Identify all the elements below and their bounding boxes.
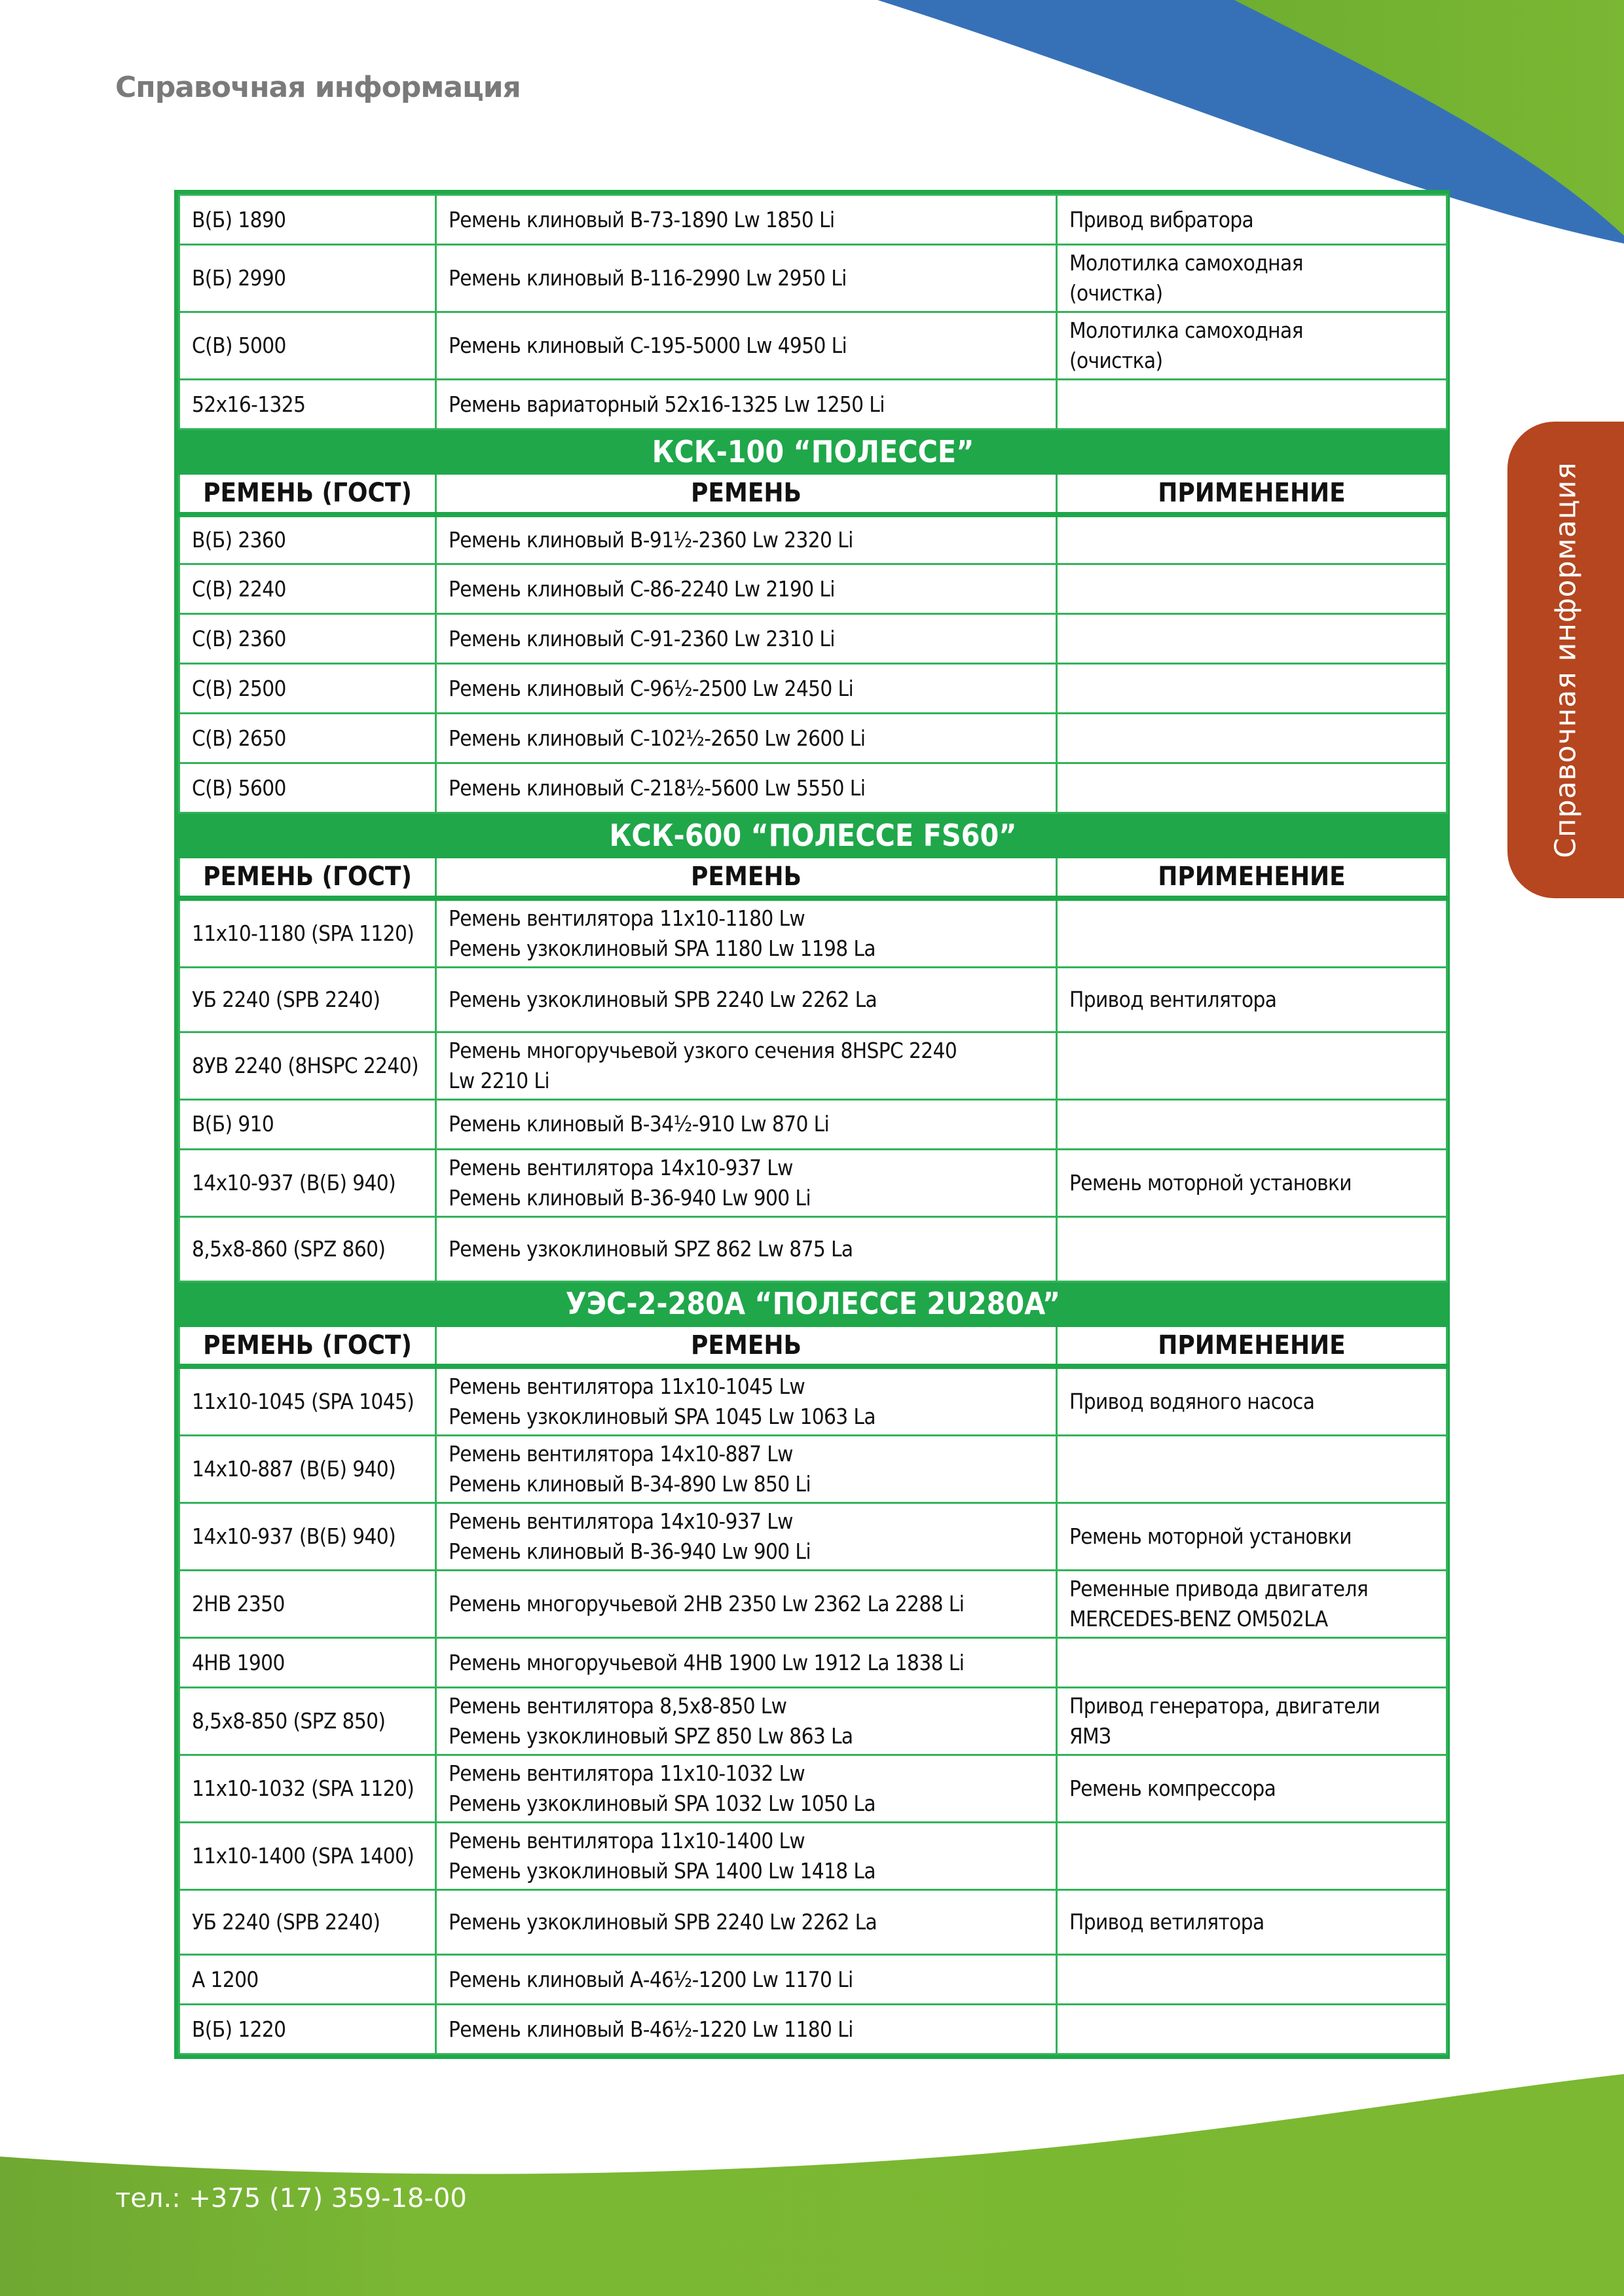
belt-cell (436, 195, 1057, 245)
table-row (179, 1436, 1447, 1503)
header-belt: РЕМЕНЬ (436, 1326, 1057, 1366)
application-cell (1057, 245, 1447, 312)
cell-line: Lw 2210 Li (449, 1067, 549, 1093)
cell-line: Ремень узкоклиновый SPA 1032 Lw 1050 La (449, 1791, 876, 1816)
cell-line: Ремень клиновый В-46½-1220 Lw 1180 Li (449, 2016, 853, 2042)
cell-line: Ремень узкоклиновый SPA 1180 Lw 1198 La (449, 935, 876, 961)
cell-line: Ремень многоручьевой узкого сечения 8HSPC 2240 (449, 1037, 957, 1063)
application-cell (1057, 614, 1447, 664)
application-cell (1057, 1890, 1447, 1955)
gost-cell: УБ 2240 (SPB 2240) (179, 967, 436, 1032)
page-header-title: Справочная информация (115, 71, 521, 104)
cell-line: Ремень узкоклиновый SPB 2240 Lw 2262 La (449, 1909, 877, 1935)
gost-cell: С(В) 5600 (179, 763, 436, 813)
application-cell (1057, 1216, 1447, 1281)
cell-line: Ремень многоручьевой 4HB 1900 Lw 1912 La 1838 Li (449, 1649, 965, 1675)
cell-line: Ремень вентилятора 11x10-1180 Lw (449, 905, 805, 931)
application-cell (1057, 1823, 1447, 1890)
cell-line: Ремень вентилятора 14x10-887 Lw (449, 1441, 793, 1467)
gost-cell: С(В) 2650 (179, 714, 436, 763)
cell-line: Молотилка самоходная (1069, 250, 1303, 276)
belt-cell (436, 1823, 1057, 1890)
cell-line: Ремень клиновый В-36-940 Lw 900 Li (449, 1184, 811, 1211)
gost-cell: В(Б) 2990 (179, 245, 436, 312)
application-cell (1057, 763, 1447, 813)
application-cell (1057, 564, 1447, 614)
table-row (179, 1099, 1447, 1149)
table-row (179, 1823, 1447, 1890)
belt-cell (436, 1436, 1057, 1503)
table-row (179, 515, 1447, 564)
cell-line: Ремень узкоклиновый SPA 1400 Lw 1418 La (449, 1858, 876, 1884)
table-row (179, 1366, 1447, 1436)
gost-cell: 14x10-937 (В(Б) 940) (179, 1503, 436, 1571)
cell-line: Ремень вариаторный 52x16-1325 Lw 1250 Li (449, 391, 885, 417)
belt-cell (436, 1890, 1057, 1955)
gost-cell: УБ 2240 (SPB 2240) (179, 1890, 436, 1955)
header-gost: РЕМЕНЬ (ГОСТ) (179, 1326, 436, 1366)
cell-line: Ремень клиновый В-116-2990 Lw 2950 Li (449, 265, 847, 291)
section-title-row (179, 813, 1447, 858)
gost-cell: 8,5x8-860 (SPZ 860) (179, 1216, 436, 1281)
belt-cell (436, 245, 1057, 312)
belt-cell (436, 312, 1057, 380)
gost-cell: В(Б) 2360 (179, 515, 436, 564)
cell-line: Ремень вентилятора 14x10-937 Lw (449, 1508, 793, 1534)
belt-table (174, 190, 1450, 2059)
gost-cell: 11x10-1045 (SPA 1045) (179, 1366, 436, 1436)
section-title: КСК-100 “ПОЛЕССЕ” (179, 429, 1447, 474)
table-row (179, 312, 1447, 380)
table-row (179, 1955, 1447, 2005)
belt-cell (436, 898, 1057, 968)
cell-line: Ремень клиновый А-46½-1200 Lw 1170 Li (449, 1966, 853, 1992)
cell-line: Привод водяного насоса (1069, 1389, 1315, 1414)
application-cell (1057, 1571, 1447, 1638)
cell-line: Ремень моторной установки (1069, 1169, 1352, 1195)
application-cell (1057, 714, 1447, 763)
table-row (179, 1890, 1447, 1955)
table-row (179, 1755, 1447, 1823)
gost-cell: С(В) 2500 (179, 664, 436, 714)
table-row (179, 245, 1447, 312)
header-application: ПРИМЕНЕНИЕ (1057, 858, 1447, 898)
gost-cell: 14x10-937 (В(Б) 940) (179, 1149, 436, 1216)
table-row (179, 1216, 1447, 1281)
belt-cell (436, 2005, 1057, 2054)
table-row (179, 1638, 1447, 1688)
section-title-row (179, 1281, 1447, 1326)
section-title: УЭС-2-280А “ПОЛЕССЕ 2U280A” (179, 1281, 1447, 1326)
application-cell (1057, 1955, 1447, 2005)
table-row (179, 1149, 1447, 1216)
cell-line: Ремень клиновый С-195-5000 Lw 4950 Li (449, 333, 847, 358)
gost-cell: 2HB 2350 (179, 1571, 436, 1638)
application-cell (1057, 1032, 1447, 1099)
application-cell (1057, 898, 1447, 968)
application-cell (1057, 967, 1447, 1032)
column-header-row (179, 474, 1447, 515)
cell-line: Ремень клиновый С-86-2240 Lw 2190 Li (449, 575, 835, 602)
header-belt: РЕМЕНЬ (436, 858, 1057, 898)
cell-line: Привод вибратора (1069, 206, 1254, 232)
belt-cell (436, 1149, 1057, 1216)
gost-cell: 14x10-887 (В(Б) 940) (179, 1436, 436, 1503)
table-row (179, 898, 1447, 968)
table-row (179, 1032, 1447, 1099)
application-cell (1057, 1503, 1447, 1571)
gost-cell: А 1200 (179, 1955, 436, 2005)
belt-table-body (179, 195, 1447, 2054)
cell-line: Ременные привода двигателя (1069, 1576, 1369, 1601)
cell-line: Ремень клиновый С-102½-2650 Lw 2600 Li (449, 725, 866, 751)
belt-cell (436, 1503, 1057, 1571)
cell-line: Ремень многоручьевой 2HB 2350 Lw 2362 La 2288 Li (449, 1591, 965, 1616)
belt-cell (436, 1638, 1057, 1688)
table-row (179, 1571, 1447, 1638)
section-title: КСК-600 “ПОЛЕССЕ FS60” (179, 813, 1447, 858)
application-cell (1057, 1366, 1447, 1436)
header-application: ПРИМЕНЕНИЕ (1057, 474, 1447, 515)
cell-line: Привод генератора, двигатели (1069, 1693, 1380, 1719)
cell-line: (очистка) (1069, 280, 1163, 306)
belt-cell (436, 1216, 1057, 1281)
application-cell (1057, 664, 1447, 714)
application-cell (1057, 380, 1447, 429)
header-gost: РЕМЕНЬ (ГОСТ) (179, 474, 436, 515)
cell-line: Ремень вентилятора 14x10-937 Lw (449, 1154, 793, 1180)
belt-cell (436, 1099, 1057, 1149)
gost-cell: В(Б) 910 (179, 1099, 436, 1149)
cell-line: Ремень клиновый В-36-940 Lw 900 Li (449, 1539, 811, 1564)
application-cell (1057, 1755, 1447, 1823)
cell-line: Привод ветилятора (1069, 1909, 1264, 1935)
gost-cell: 4HB 1900 (179, 1638, 436, 1688)
cell-line: Ремень узкоклиновый SPA 1045 Lw 1063 La (449, 1404, 876, 1429)
header-belt: РЕМЕНЬ (436, 474, 1057, 515)
cell-line: Ремень узкоклиновый SPB 2240 Lw 2262 La (449, 986, 877, 1012)
cell-line: Ремень узкоклиновый SPZ 862 Lw 875 La (449, 1235, 853, 1262)
application-cell (1057, 1099, 1447, 1149)
gost-cell: 8,5x8-850 (SPZ 850) (179, 1688, 436, 1755)
belt-cell (436, 564, 1057, 614)
belt-cell (436, 380, 1057, 429)
belt-cell (436, 1571, 1057, 1638)
cell-line: (очистка) (1069, 348, 1163, 373)
table-row (179, 195, 1447, 245)
belt-table-grid (178, 194, 1448, 2055)
table-row (179, 1688, 1447, 1755)
application-cell (1057, 312, 1447, 380)
gost-cell: 11x10-1400 (SPA 1400) (179, 1823, 436, 1890)
gost-cell: С(В) 2360 (179, 614, 436, 664)
application-cell (1057, 1638, 1447, 1688)
belt-cell (436, 1032, 1057, 1099)
column-header-row (179, 858, 1447, 898)
application-cell (1057, 1149, 1447, 1216)
belt-cell (436, 515, 1057, 564)
cell-line: Ремень клиновый В-34½-910 Lw 870 Li (449, 1111, 830, 1137)
belt-cell (436, 1366, 1057, 1436)
table-row (179, 714, 1447, 763)
cell-line: Ремень компрессора (1069, 1776, 1276, 1801)
cell-line: Ремень клиновый С-96½-2500 Lw 2450 Li (449, 675, 854, 701)
gost-cell: С(В) 2240 (179, 564, 436, 614)
side-tab[interactable] (1507, 422, 1624, 898)
gost-cell: В(Б) 1890 (179, 195, 436, 245)
section-title-row (179, 429, 1447, 474)
table-row (179, 2005, 1447, 2054)
application-cell (1057, 2005, 1447, 2054)
belt-cell (436, 1688, 1057, 1755)
cell-line: Ремень клиновый В-34-890 Lw 850 Li (449, 1471, 811, 1497)
table-row (179, 1503, 1447, 1571)
table-row (179, 564, 1447, 614)
application-cell (1057, 1436, 1447, 1503)
side-tab-label: Справочная информация (1549, 462, 1583, 858)
table-row (179, 763, 1447, 813)
belt-cell (436, 1755, 1057, 1823)
header-application: ПРИМЕНЕНИЕ (1057, 1326, 1447, 1366)
cell-line: Ремень клиновый В-73-1890 Lw 1850 Li (449, 206, 835, 232)
belt-cell (436, 763, 1057, 813)
table-row (179, 614, 1447, 664)
application-cell (1057, 1688, 1447, 1755)
gost-cell: 11x10-1032 (SPA 1120) (179, 1755, 436, 1823)
belt-cell (436, 614, 1057, 664)
cell-line: Ремень вентилятора 8,5x8-850 Lw (449, 1693, 787, 1719)
footer-phone: тел.: +375 (17) 359-18-00 (115, 2183, 467, 2214)
gost-cell: 52x16-1325 (179, 380, 436, 429)
application-cell (1057, 195, 1447, 245)
gost-cell: С(В) 5000 (179, 312, 436, 380)
cell-line: MERCEDES-BENZ OM502LA (1069, 1606, 1328, 1631)
cell-line: Ремень вентилятора 11x10-1400 Lw (449, 1828, 805, 1853)
cell-line: Молотилка самоходная (1069, 318, 1303, 343)
cell-line: Привод вентилятора (1069, 986, 1277, 1012)
belt-cell (436, 967, 1057, 1032)
cell-line: Ремень клиновый С-218½-5600 Lw 5550 Li (449, 774, 866, 801)
application-cell (1057, 515, 1447, 564)
column-header-row (179, 1326, 1447, 1366)
cell-line: Ремень узкоклиновый SPZ 850 Lw 863 La (449, 1723, 853, 1749)
belt-cell (436, 1955, 1057, 2005)
belt-cell (436, 714, 1057, 763)
cell-line: Ремень клиновый С-91-2360 Lw 2310 Li (449, 625, 835, 651)
gost-cell: В(Б) 1220 (179, 2005, 436, 2054)
cell-line: Ремень вентилятора 11x10-1045 Lw (449, 1374, 805, 1399)
cell-line: ЯМЗ (1069, 1723, 1111, 1749)
gost-cell: 11x10-1180 (SPA 1120) (179, 898, 436, 968)
cell-line: Ремень вентилятора 11x10-1032 Lw (449, 1760, 805, 1786)
table-row (179, 967, 1447, 1032)
belt-cell (436, 664, 1057, 714)
table-row (179, 380, 1447, 429)
gost-cell: 8УВ 2240 (8HSPC 2240) (179, 1032, 436, 1099)
cell-line: Ремень клиновый В-91½-2360 Lw 2320 Li (449, 526, 853, 553)
header-gost: РЕМЕНЬ (ГОСТ) (179, 858, 436, 898)
table-row (179, 664, 1447, 714)
cell-line: Ремень моторной установки (1069, 1523, 1352, 1549)
